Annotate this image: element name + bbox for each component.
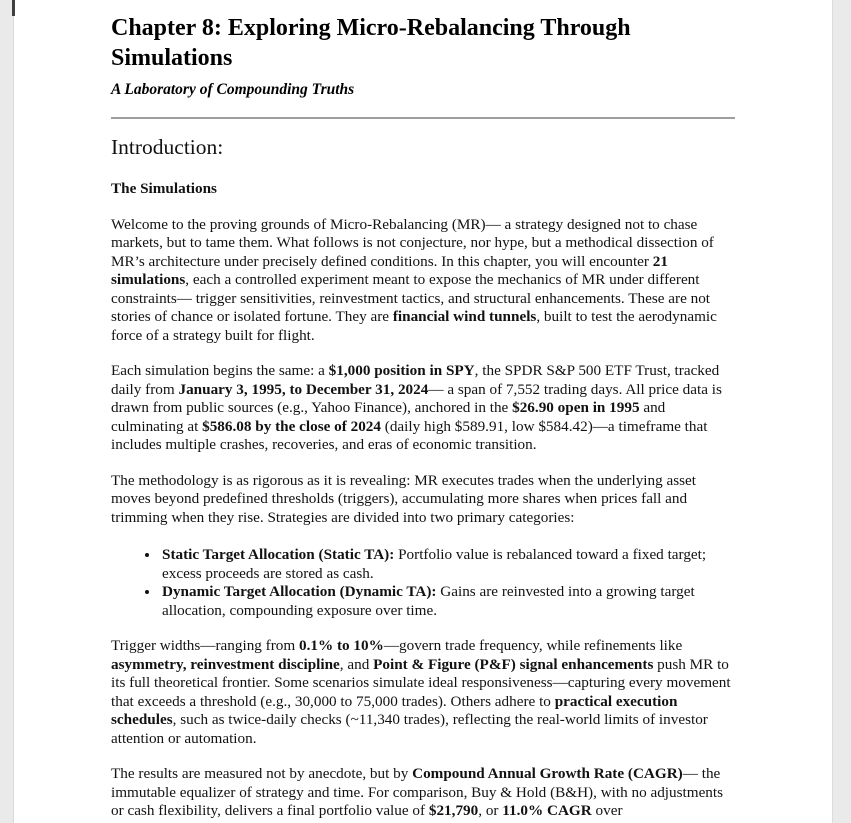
text-run-bold: January 3, 1995, to December 31, 2024 bbox=[178, 380, 429, 398]
chapter-title: Chapter 8: Exploring Micro-Rebalancing Through Simulations bbox=[111, 15, 631, 71]
text-run-bold: Point & Figure (P&F) signal enhancements bbox=[373, 655, 654, 673]
text-run-bold: 11.0% CAGR bbox=[502, 802, 592, 819]
text-run-bold: asymmetry, reinvestment discipline bbox=[111, 655, 340, 673]
chapter-subtitle: A Laboratory of Compounding Truths bbox=[111, 81, 355, 98]
list-item-dynamic-ta bbox=[160, 583, 735, 620]
document-page bbox=[13, 0, 833, 823]
text-run-bold: Static Target Allocation (Static TA): bbox=[162, 546, 395, 563]
title-divider bbox=[111, 117, 735, 119]
text-run: Portfolio value is rebalanced toward a fixed target; excess proceeds are stored as cash. bbox=[162, 546, 707, 582]
text-run: — the immutable equalizer of strategy and time. For comparison, Buy & Hold (B&H), with no adjustments or cash flexibility, delivers a final portfolio value of bbox=[111, 765, 724, 819]
text-run: , built to test the aerodynamic force of a strategy built for flight. bbox=[111, 308, 717, 344]
text-run: , the SPDR S&P 500 ETF Trust, tracked daily from bbox=[111, 362, 720, 398]
text-run-bold: Compound Annual Growth Rate (CAGR) bbox=[412, 765, 683, 782]
text-run-bold: financial wind tunnels bbox=[392, 308, 537, 325]
text-run: The results are measured not by anecdote, but by bbox=[111, 765, 413, 782]
text-run: push MR to its full theoretical frontier. Some scenarios simulate ideal responsiveness—capturing every movement that exceeds a threshold (e.g., 30,000 to 75,000 trades). Others adhere to bbox=[111, 655, 731, 710]
paragraph-simulation-setup bbox=[111, 362, 735, 455]
text-run: Gains are reinvested into a growing target allocation, compounding exposure over time. bbox=[162, 583, 695, 619]
text-run-bold: $21,790 bbox=[428, 802, 479, 819]
text-run: and culminating at bbox=[111, 399, 666, 435]
text-run-bold: 21 simulations bbox=[111, 252, 668, 288]
scrollbar-thumb[interactable] bbox=[12, 0, 15, 16]
text-run: — a span of 7,552 trading days. All price data is drawn from public sources (e.g., Yahoo Finance), anchored in the bbox=[111, 380, 722, 416]
text-run-bold: 0.1% to 10% bbox=[299, 637, 384, 654]
text-run: , or bbox=[478, 802, 503, 819]
list-item-static-ta bbox=[160, 546, 735, 583]
introduction-heading: Introduction: bbox=[111, 135, 224, 159]
text-run: , and bbox=[339, 655, 374, 673]
text-run: , each a controlled experiment meant to expose the mechanics of MR under different constraints— trigger sensitivities, reinvestment tactics, and structural enhancements. These are not stories of chance or isolated fortune. They are bbox=[111, 271, 711, 325]
text-run-bold: Dynamic Target Allocation (Dynamic TA): bbox=[162, 583, 437, 600]
text-run: —govern trade frequency, while refinements like bbox=[383, 637, 683, 654]
paragraph-results bbox=[111, 765, 735, 821]
text-run: , such as twice-daily checks (~11,340 trades), reflecting the real-world limits of investor attention or automation. bbox=[111, 711, 708, 747]
paragraph-welcome bbox=[111, 216, 735, 346]
text-run: Trigger widths—ranging from bbox=[111, 637, 300, 654]
strategy-categories-list bbox=[111, 546, 735, 620]
paragraph-trigger-widths bbox=[111, 637, 735, 748]
simulations-subheading: The Simulations bbox=[111, 180, 217, 197]
text-run: Welcome to the proving grounds of Micro-Rebalancing (MR)— a strategy designed not to chase markets, but to tame them. What follows is not conjecture, nor hype, but a methodical dissection of MR’s architecture under precisely defined conditions. In this chapter, you will encounter bbox=[111, 215, 714, 270]
text-run-bold: $26.90 open in 1995 bbox=[512, 399, 640, 416]
paragraph-methodology bbox=[111, 472, 735, 528]
text-run-bold: $586.08 by the close of 2024 bbox=[202, 417, 381, 435]
text-run-bold: practical execution schedules bbox=[111, 692, 678, 728]
text-run-bold: $1,000 position in SPY bbox=[328, 362, 475, 379]
text-run: Each simulation begins the same: a bbox=[111, 362, 329, 379]
text-run: (daily high $589.91, low $584.42)—a timeframe that includes multiple crashes, recoveries, and eras of economic transition. bbox=[111, 417, 708, 453]
text-run: over bbox=[591, 802, 623, 819]
text-run: The methodology is as rigorous as it is revealing: MR executes trades when the underlying asset moves beyond predefined thresholds (triggers), accumulating more shares when prices fall and trimming when they rise. Strategies are divided into two primary categories: bbox=[111, 471, 697, 526]
